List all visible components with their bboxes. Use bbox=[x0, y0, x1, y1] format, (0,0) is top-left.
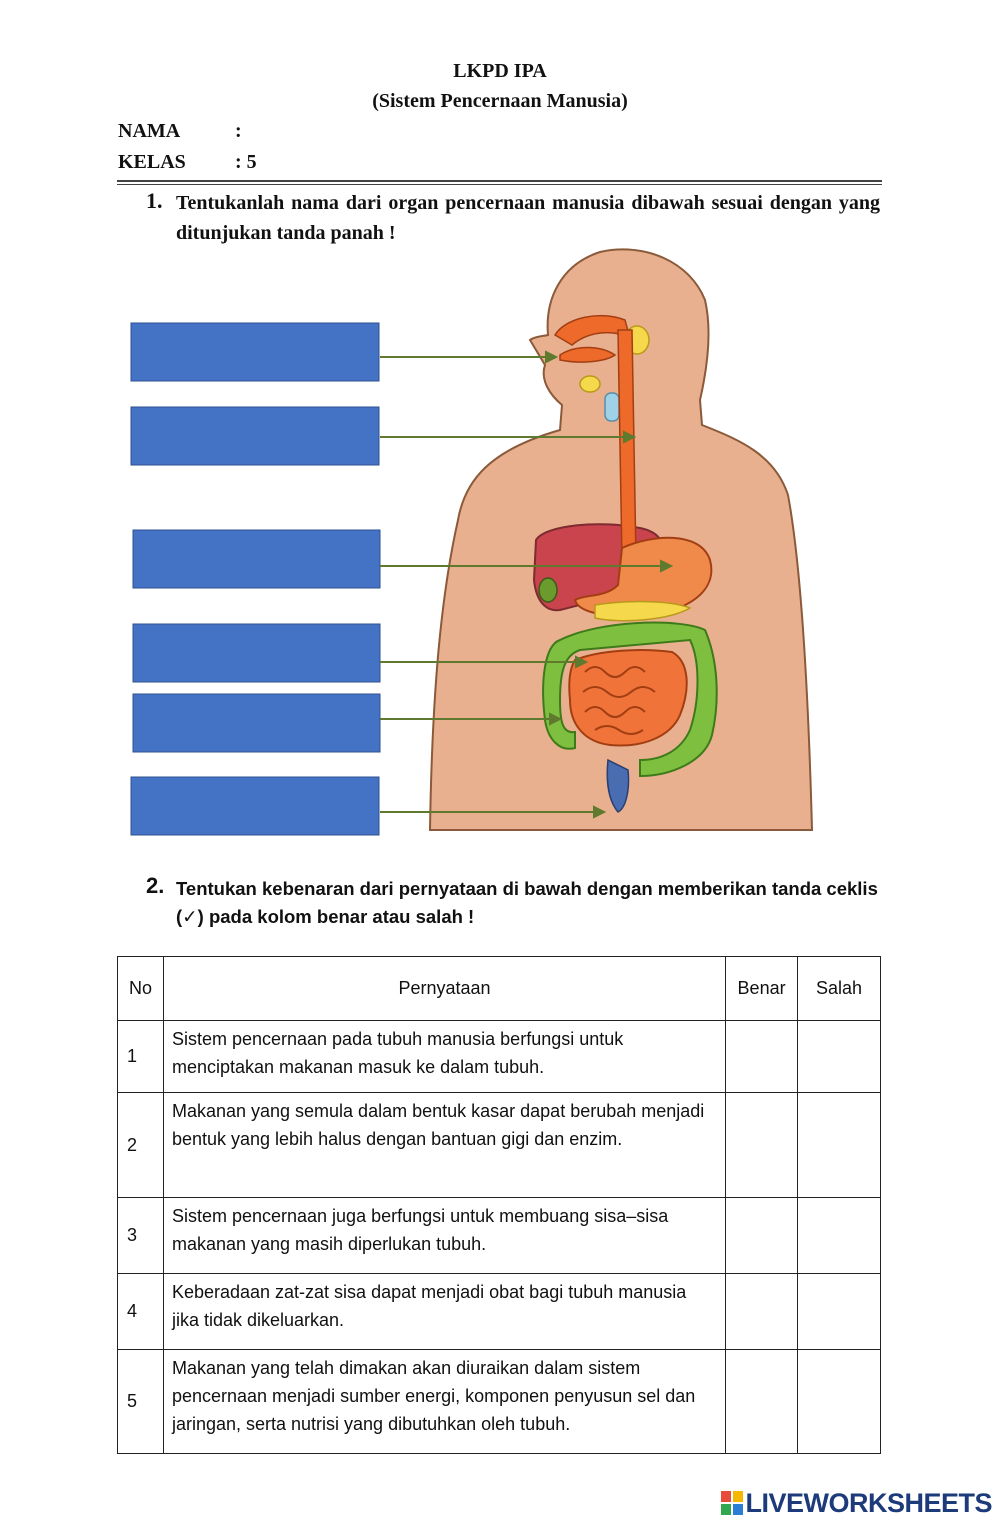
table-row bbox=[118, 1274, 881, 1350]
table-row bbox=[118, 1198, 881, 1274]
false-checkbox-cell[interactable] bbox=[798, 1350, 881, 1454]
brand-name: LIVEWORKSHEETS bbox=[745, 1488, 992, 1518]
header-no: No bbox=[118, 957, 164, 1021]
question-1-number: 1. bbox=[146, 188, 163, 213]
name-label: NAMA bbox=[118, 120, 181, 142]
true-checkbox-cell[interactable] bbox=[726, 1198, 798, 1274]
esophagus bbox=[618, 330, 636, 560]
row-statement: Keberadaan zat-zat sisa dapat menjadi obat bagi tubuh manusia jika tidak dikeluarkan. bbox=[163, 1274, 725, 1350]
header-false: Salah bbox=[798, 957, 881, 1021]
row-number: 1 bbox=[118, 1021, 164, 1093]
row-statement: Makanan yang semula dalam bentuk kasar dapat berubah menjadi bentuk yang lebih halus dengan bantuan gigi dan enzim. bbox=[163, 1093, 725, 1198]
answer-box-1 bbox=[131, 323, 379, 381]
trachea bbox=[605, 393, 619, 421]
false-checkbox-cell[interactable] bbox=[798, 1093, 881, 1198]
table-header-row bbox=[118, 957, 881, 1021]
header-statement: Pernyataan bbox=[163, 957, 725, 1021]
liveworksheets-logo[interactable] bbox=[721, 1488, 992, 1519]
row-number: 3 bbox=[118, 1198, 164, 1274]
answer-box-4 bbox=[133, 624, 380, 682]
false-checkbox-cell[interactable] bbox=[798, 1198, 881, 1274]
statements-table bbox=[117, 956, 881, 1454]
question-2-number: 2. bbox=[146, 873, 165, 898]
row-number: 2 bbox=[118, 1093, 164, 1198]
gallbladder bbox=[539, 578, 557, 602]
true-checkbox-cell[interactable] bbox=[726, 1021, 798, 1093]
header-divider bbox=[117, 180, 882, 182]
row-statement: Sistem pencernaan juga berfungsi untuk membuang sisa–sisa makanan yang masih diperlukan tubuh. bbox=[163, 1198, 725, 1274]
row-number: 5 bbox=[118, 1350, 164, 1454]
answer-box-5 bbox=[133, 694, 380, 752]
table-row bbox=[118, 1350, 881, 1454]
false-checkbox-cell[interactable] bbox=[798, 1021, 881, 1093]
row-number: 4 bbox=[118, 1274, 164, 1350]
row-statement: Sistem pencernaan pada tubuh manusia berfungsi untuk menciptakan makanan masuk ke dalam tubuh. bbox=[163, 1021, 725, 1093]
header-true: Benar bbox=[726, 957, 798, 1021]
header-divider-thin bbox=[117, 184, 882, 185]
salivary-gland-lower bbox=[580, 376, 600, 392]
liveworksheets-icon bbox=[721, 1491, 743, 1515]
false-checkbox-cell[interactable] bbox=[798, 1274, 881, 1350]
answer-box-2 bbox=[131, 407, 379, 465]
digestive-system-diagram bbox=[0, 240, 1000, 840]
question-1-text: Tentukanlah nama dari organ pencernaan manusia dibawah sesuai dengan yang ditunjukan tanda panah ! bbox=[176, 192, 880, 244]
name-value: : bbox=[235, 120, 242, 142]
true-checkbox-cell[interactable] bbox=[726, 1093, 798, 1198]
table-row bbox=[118, 1093, 881, 1198]
page-title: LKPD IPA bbox=[453, 60, 547, 82]
page-subtitle: (Sistem Pencernaan Manusia) bbox=[372, 90, 628, 112]
true-checkbox-cell[interactable] bbox=[726, 1350, 798, 1454]
class-label: KELAS bbox=[118, 151, 186, 173]
row-statement: Makanan yang telah dimakan akan diuraikan dalam sistem pencernaan menjadi sumber energi, komponen penyusun sel dan jaringan, serta nutrisi yang dibutuhkan oleh tubuh. bbox=[163, 1350, 725, 1454]
table-row bbox=[118, 1021, 881, 1093]
answer-box-6 bbox=[131, 777, 379, 835]
true-checkbox-cell[interactable] bbox=[726, 1274, 798, 1350]
answer-box-3 bbox=[133, 530, 380, 588]
question-2-text: Tentukan kebenaran dari pernyataan di bawah dengan memberikan tanda ceklis (✓) pada kolom benar atau salah ! bbox=[176, 878, 878, 927]
class-value: : 5 bbox=[235, 151, 257, 173]
